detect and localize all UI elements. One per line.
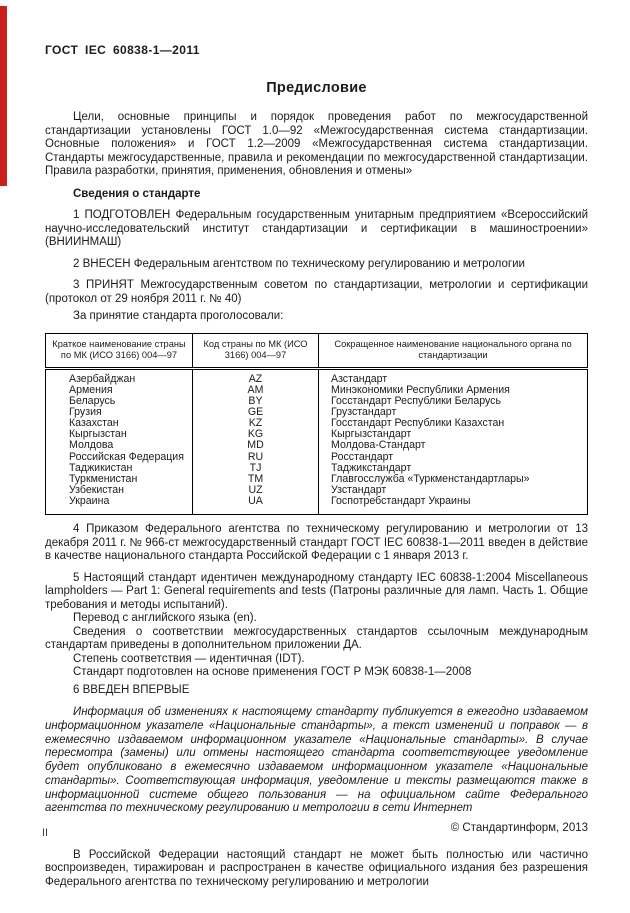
table-cell: TJ xyxy=(193,463,319,474)
page-title: Предисловие xyxy=(266,79,367,96)
table-row xyxy=(46,368,588,385)
table-cell: TM xyxy=(193,474,319,485)
table-cell: KZ xyxy=(193,418,319,429)
table-cell: AM xyxy=(193,385,319,396)
table-cell: Молдова xyxy=(69,439,114,452)
table-row xyxy=(46,496,588,515)
column-header-country: Краткое наименование страны по МК (ИСО 3166) 004—97 xyxy=(46,333,193,368)
table-cell: Таджикистан xyxy=(69,461,133,474)
table-cell: Узбекистан xyxy=(69,484,125,497)
table-row xyxy=(46,407,588,418)
table-cell: Росстандарт xyxy=(319,452,588,463)
table-cell: AZ xyxy=(193,368,319,385)
table-cell: Армения xyxy=(69,383,113,396)
copyright-line: © Стандартинформ, 2013 xyxy=(450,822,588,834)
margin-marker-bar xyxy=(0,6,7,186)
table-row xyxy=(46,440,588,451)
foreword-item-6: 6 ВВЕДЕН ВПЕРВЫЕ xyxy=(73,683,190,696)
column-header-code: Код страны по МК (ИСО 3166) 004—97 xyxy=(193,333,319,368)
table-row xyxy=(46,385,588,396)
column-header-body: Сокращенное наименование национального органа по стандартизации xyxy=(319,333,588,368)
table-row xyxy=(46,474,588,485)
table-cell: Госстандарт Республики Казахстан xyxy=(319,418,588,429)
table-cell: Главгосслужба «Туркменстандартлары» xyxy=(319,474,588,485)
standard-info-heading: Сведения о стандарте xyxy=(73,187,201,200)
page-number: II xyxy=(42,827,49,839)
table-header xyxy=(46,333,588,368)
table-cell: Таджикстандарт xyxy=(319,463,588,474)
table-row xyxy=(46,485,588,496)
table-cell: Кыргызстан xyxy=(69,428,127,441)
table-cell: Беларусь xyxy=(69,394,116,407)
document-designation: ГОСТ IEC 60838-1—2011 xyxy=(45,43,200,57)
table-cell: Минэкономики Республики Армения xyxy=(319,385,588,396)
references-note: Сведения о соответствии межгосударственных стандартов ссылочным международным стандартам приведены в дополнительном приложении ДА. xyxy=(45,625,588,652)
voting-countries-table xyxy=(45,333,588,516)
foreword-item-1: 1 ПОДГОТОВЛЕН Федеральным государственным унитарным предприятием «Всероссийский научно-исследовательский институт стандартизации и сертификации в машиностроении» (ВНИИНМАШ) xyxy=(45,209,588,248)
table-cell: Российская Федерация xyxy=(69,450,184,463)
foreword-item-3: 3 ПРИНЯТ Межгосударственным советом по стандартизации, метрологии и сертификации (протокол от 29 ноября 2011 г. № 40) xyxy=(45,279,588,305)
table-cell: KG xyxy=(193,429,319,440)
reproduction-restriction-paragraph: В Российской Федерации настоящий стандарт не может быть полностью или частично воспроизведен, тиражирован и распространен в качестве официального издания без разрешения Федерального агентства по техническому регулированию и метрологии xyxy=(45,848,588,888)
table-cell: Азстандарт xyxy=(319,368,588,385)
table-cell: UA xyxy=(193,496,319,515)
table-row xyxy=(46,429,588,440)
table-cell: Украина xyxy=(69,495,110,508)
table-cell: Узстандарт xyxy=(319,485,588,496)
table-cell: GE xyxy=(193,407,319,418)
table-cell: Казахстан xyxy=(69,417,119,430)
basis-note: Стандарт подготовлен на основе применения ГОСТ Р МЭК 60838-1—2008 xyxy=(73,666,472,679)
table-cell: Азербайджан xyxy=(69,372,136,385)
foreword-item-5: 5 Настоящий стандарт идентичен международному стандарту IEC 60838-1:2004 Miscellaneous lampholders — Part 1: General requirements and tests (Патроны различные для ламп. Часть 1. Общие требования и методы испытаний). xyxy=(45,571,588,611)
foreword-item-4: 4 Приказом Федерального агентства по техническому регулированию и метрологии от 13 декабря 2011 г. № 966-ст межгосударственный стандарт ГОСТ IEC 60838-1—2011 введен в действие в качестве национального стандарта Российской Федерации с 1 января 2013 г. xyxy=(45,523,588,563)
table-cell: BY xyxy=(193,396,319,407)
table-cell: Госпотребстандарт Украины xyxy=(319,496,588,515)
table-cell: UZ xyxy=(193,485,319,496)
table-cell: Госстандарт Республики Беларусь xyxy=(319,396,588,407)
table-cell: Грузстандарт xyxy=(319,407,588,418)
table-cell: Туркменистан xyxy=(69,472,138,485)
table-row xyxy=(46,396,588,407)
foreword-item-2: 2 ВНЕСЕН Федеральным агентством по техническому регулированию и метрологии xyxy=(73,257,525,270)
table-cell: Молдова-Стандарт xyxy=(319,440,588,451)
conformity-degree-note: Степень соответствия — идентичная (IDT). xyxy=(73,652,305,665)
translation-note: Перевод с английского языка (en). xyxy=(73,612,257,625)
change-notice-paragraph: Информация об изменениях к настоящему стандарту публикуется в ежегодно издаваемом информационном указателе «Национальные стандарты», а текст изменений и поправок — в ежемесячно издаваемом информационном указателе «Национальные стандарты». В случае пересмотра (замены) или отмены настоящего стандарта соответствующее уведомление будет опубликовано в ежемесячно издаваемом информационном указателе «Национальные стандарты». Соответствующая информация, уведомление и тексты размещаются также в информационной системе общего пользования — на официальном сайте Федерального агентства по техническому регулированию и метрологии в сети Интернет xyxy=(45,706,588,815)
vote-table-body xyxy=(46,368,588,515)
table-cell: MD xyxy=(193,440,319,451)
vote-intro-line: За принятие стандарта проголосовали: xyxy=(73,310,284,322)
table-cell: Кыргызстандарт xyxy=(319,429,588,440)
foreword-intro-paragraph: Цели, основные принципы и порядок проведения работ по межгосударственной стандартизации установлены ГОСТ 1.0—92 «Межгосударственная система стандартизации. Основные положения» и ГОСТ 1.2—2009 «Межгосударственная система стандартизации. Стандарты межгосударственные, правила и рекомендации по межгосударственной стандартизации. Правила разработки, принятия, применения, обновления и отмены» xyxy=(45,111,588,177)
table-header-row xyxy=(46,333,588,368)
table-cell: Грузия xyxy=(69,405,102,418)
table-cell: RU xyxy=(193,452,319,463)
